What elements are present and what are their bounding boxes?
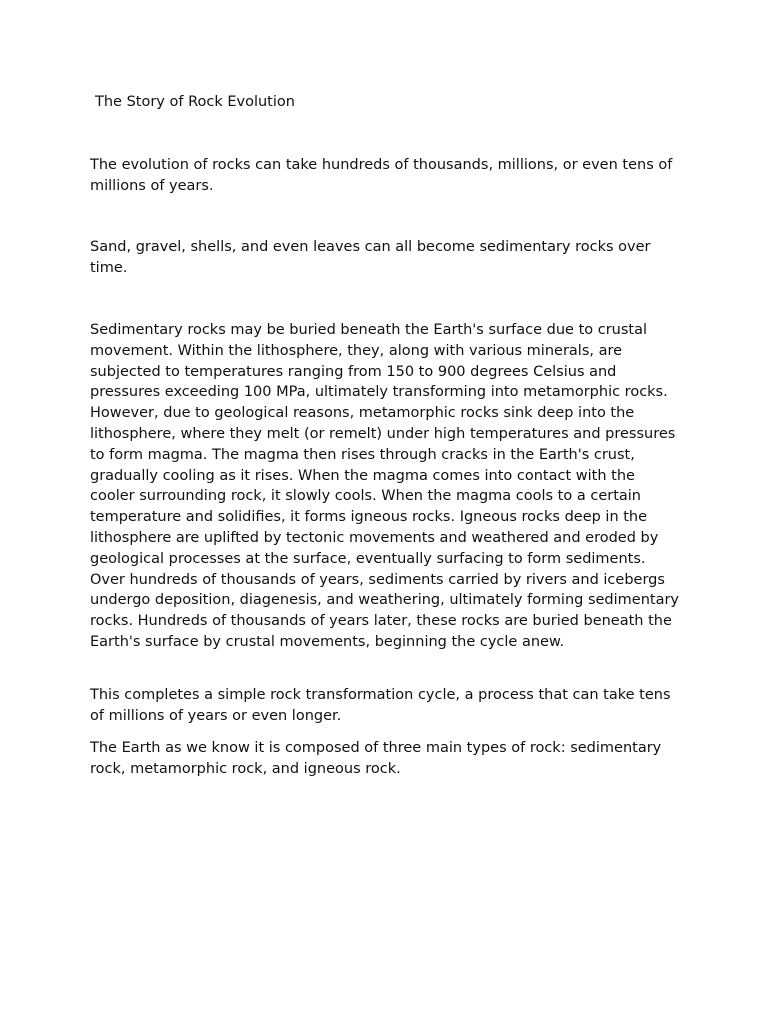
paragraph-intro: The evolution of rocks can take hundreds of thousands, millions, or even tens of millions of years.: [90, 157, 673, 194]
paragraph-rock-cycle: Sedimentary rocks may be buried beneath the Earth's surface due to crustal movement. Within the lithosphere, they, along with various minerals, are subjected to temperatures ranging from 150 to 900 degrees Celsius and pressures exceeding 100 MPa, ultimately transforming into metamorphic rocks. However, due to geological reasons, metamorphic rocks sink deep into the lithosphere, where they melt (or remelt) under high temperatures and pressures to form magma. The magma then rises through cracks in the Earth's crust, gradually cooling as it rises. When the magma comes into contact with the cooler surrounding rock, it slowly cools. When the magma cools to a certain temperature and solidifies, it forms igneous rocks. Igneous rocks deep in the lithosphere are uplifted by tectonic movements and weathered and eroded by geological processes at the surface, eventually surfacing to form sediments. Over hundreds of thousands of years, sediments carried by rivers and icebergs undergo deposition, diagenesis, and weathering, ultimately forming sedimentary rocks. Hundreds of thousands of years later, these rocks are buried beneath the Earth's surface by crustal movements, beginning the cycle anew.: [90, 322, 679, 650]
document-title: The Story of Rock Evolution: [95, 94, 295, 110]
paragraph-cycle-summary: This completes a simple rock transformation cycle, a process that can take tens of millions of years or even longer.: [90, 687, 671, 724]
paragraph-rock-types: The Earth as we know it is composed of three main types of rock: sedimentary rock, metamorphic rock, and igneous rock.: [90, 740, 662, 777]
paragraph-sedimentary-sources: Sand, gravel, shells, and even leaves can all become sedimentary rocks over time.: [90, 239, 651, 276]
